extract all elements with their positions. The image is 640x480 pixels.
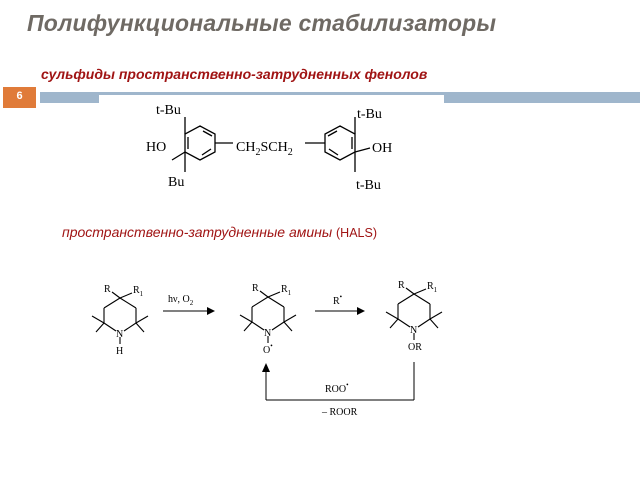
- hals-caption-abbr: (HALS): [336, 226, 377, 240]
- regeneration-loop-head: [262, 363, 270, 372]
- mol1-h: H: [116, 346, 124, 357]
- bu-bottom-left: Bu: [168, 175, 185, 190]
- mol1-r: R: [104, 284, 111, 295]
- oh-label: OH: [372, 141, 393, 156]
- ho-label: HO: [146, 140, 167, 155]
- tbu-bottom-right: t-Bu: [356, 178, 381, 193]
- hv-o2-label: hν, $O_2$: [168, 294, 194, 307]
- r-radical-label: R•: [333, 293, 343, 307]
- subtitle-phenol-sulfides: сульфиды пространственно-затрудненных фенолов: [41, 66, 428, 82]
- mol3-r1: $R_1$: [427, 281, 438, 294]
- mol1-n: N: [116, 329, 124, 340]
- tbu-top-right: t-Bu: [357, 107, 382, 122]
- roo-radical-label: ROO•: [325, 381, 349, 395]
- hals-caption-main: пространственно-затрудненные амины: [62, 224, 337, 240]
- mol2-n: N: [264, 328, 272, 339]
- mol2-o-radical: O•: [263, 342, 273, 356]
- mol1-r1: $R_1$: [133, 285, 144, 298]
- mol2-r1: $R_1$: [281, 284, 292, 297]
- bridge-ch2-left: $CH_2SCH_2$: [236, 140, 293, 158]
- mol3-r: R: [398, 280, 405, 291]
- slide-title: Полифункциональные стабилизаторы: [27, 10, 497, 36]
- arrow-photooxidation-head: [207, 307, 215, 315]
- arrow-radical-trap-head: [357, 307, 365, 315]
- minus-roor-label: – ROOR: [322, 407, 358, 418]
- mol2-r: R: [252, 283, 259, 294]
- tbu-top-left: t-Bu: [156, 103, 181, 118]
- mol3-or: OR: [408, 342, 422, 353]
- page-number: 6: [16, 90, 23, 102]
- mol3-n: N: [410, 325, 418, 336]
